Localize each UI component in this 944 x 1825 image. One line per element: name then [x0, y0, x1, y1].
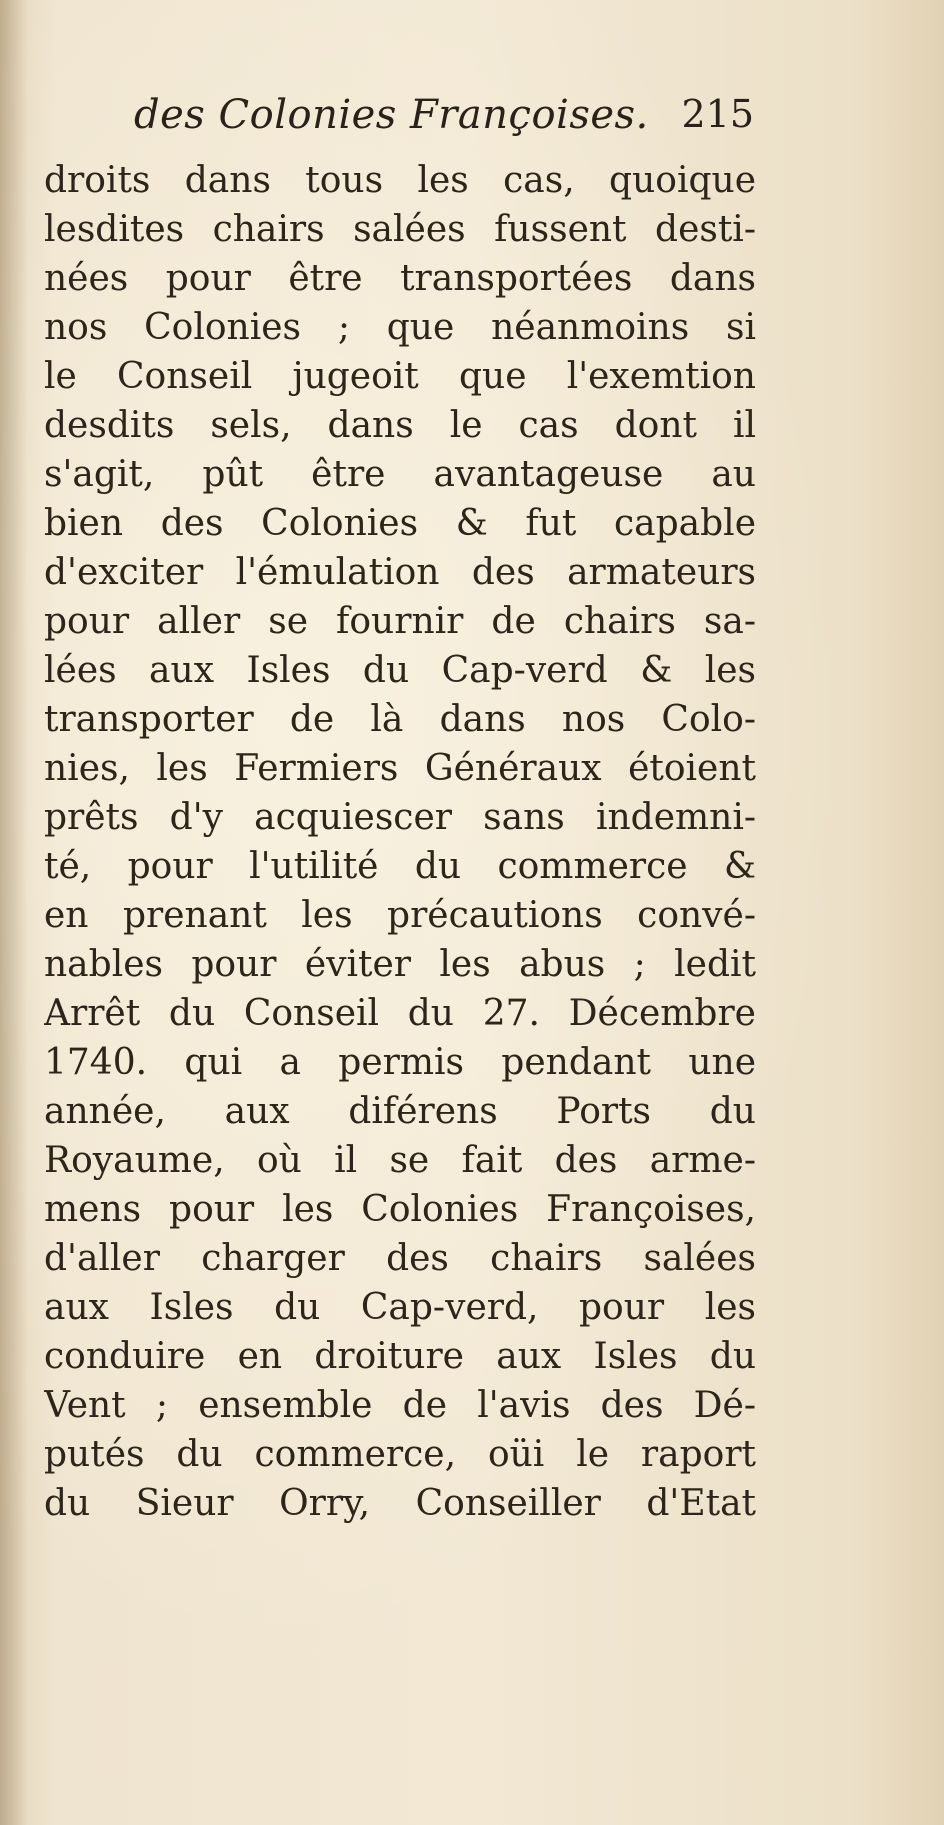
text-line: putés du commerce, oüi le raport	[44, 1434, 756, 1475]
text-line: du Sieur Orry, Conseiller d'Etat	[44, 1483, 756, 1524]
text-line: Royaume, où il se fait des arme-	[44, 1140, 756, 1181]
text-line: année, aux diférens Ports du	[44, 1091, 756, 1132]
text-line: lées aux Isles du Cap-verd & les	[44, 650, 756, 691]
text-line: Arrêt du Conseil du 27. Décembre	[44, 993, 756, 1034]
text-line: en prenant les précautions convé-	[44, 895, 756, 936]
text-line: aux Isles du Cap-verd, pour les	[44, 1287, 756, 1328]
text-line: pour aller se fournir de chairs sa-	[44, 601, 756, 642]
body-text	[44, 156, 756, 1528]
text-line: bien des Colonies & fut capable	[44, 503, 756, 544]
text-line: conduire en droiture aux Isles du	[44, 1336, 756, 1377]
text-line: nies, les Fermiers Généraux étoient	[44, 748, 756, 789]
text-line: Vent ; ensemble de l'avis des Dé-	[44, 1385, 756, 1426]
text-line: transporter de là dans nos Colo-	[44, 699, 756, 740]
page-number: 215	[681, 92, 754, 136]
text-line: lesdites chairs salées fussent desti-	[44, 209, 756, 250]
text-line: droits dans tous les cas, quoique	[44, 160, 756, 201]
running-title: des Colonies Françoises.	[134, 92, 649, 138]
text-line: s'agit, pût être avantageuse au	[44, 454, 756, 495]
text-line: d'aller charger des chairs salées	[44, 1238, 756, 1279]
text-line: mens pour les Colonies Françoises,	[44, 1189, 756, 1230]
text-line: nos Colonies ; que néanmoins si	[44, 307, 756, 348]
text-line: prêts d'y acquiescer sans indemni-	[44, 797, 756, 838]
text-line: desdits sels, dans le cas dont il	[44, 405, 756, 446]
page-header	[134, 92, 754, 152]
text-line: le Conseil jugeoit que l'exemtion	[44, 356, 756, 397]
page-gutter-shadow	[0, 0, 28, 1825]
text-line: d'exciter l'émulation des armateurs	[44, 552, 756, 593]
text-line: nables pour éviter les abus ; ledit	[44, 944, 756, 985]
text-line: té, pour l'utilité du commerce &	[44, 846, 756, 887]
text-line: 1740. qui a permis pendant une	[44, 1042, 756, 1083]
text-line: nées pour être transportées dans	[44, 258, 756, 299]
